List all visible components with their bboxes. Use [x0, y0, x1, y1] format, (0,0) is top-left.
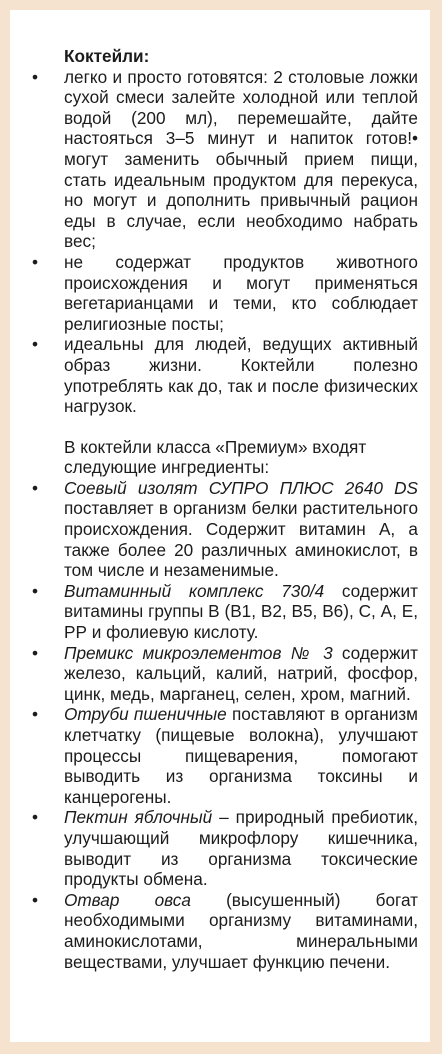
ingredient-description: содержит железо, кальций, калий, натрий, фосфор, цинк, медь, марганец, селен, хром, магний.: [64, 642, 418, 704]
ingredient-description: поставляет в организм белки растительного происхождения. Содержит витамин А, а также более 20 различных аминокислот, в том числе и незаменимые.: [64, 498, 418, 581]
page-frame: [10, 10, 430, 1042]
list-item: [32, 704, 418, 807]
list-item: [32, 581, 418, 643]
list-item: • не содержат продуктов животного происхождения и могут применяться вегетарианцами и теми, кто соблюдает религиозные посты;: [32, 252, 418, 334]
list-item: [32, 478, 418, 581]
list-item: [32, 807, 418, 889]
ingredient-description: – природный пребиотик, улучшающий микрофлору кишечника, выводит из организма токсические продукты обмена.: [64, 807, 418, 890]
list-item: • идеальны для людей, ведущих активный образ жизни. Коктейли полезно употреблять как до, так и после физических нагрузок.: [32, 334, 418, 416]
ingredient-description: поставляют в организм клетчатку (пищевые волокна), улучшают процессы пищеварения, помогают выводить из организма токсины и канцерогены.: [64, 704, 418, 807]
ingredient-name: Соевый изолят СУПРО ПЛЮС 2640 DS: [64, 477, 418, 498]
ingredient-name: Витаминный комплекс 730/4: [64, 580, 325, 601]
ingredient-name: Отруби пшеничные: [64, 704, 227, 725]
list-item: • легко и просто готовятся: 2 столовые ложки сухой смеси залейте холодной или теплой водой (200 мл), перемешайте, дайте настояться 3–5 минут и напиток готов!• могут заменить обычный прием пищи, стать идеальным продуктом для перекуса, но могут и дополнить привычный рацион еды в случае, если необходимо набрать вес;: [32, 67, 418, 252]
ingredient-name: Отвар овса: [64, 889, 191, 910]
benefits-list: [32, 67, 418, 417]
ingredient-description: содержит витамины группы В (В1, В2, В5, В6), С, А, Е, РР и фолиевую кислоту.: [64, 580, 418, 643]
section-heading: Коктейли:: [64, 46, 150, 66]
ingredient-name: Пектин яблочный: [64, 807, 213, 828]
ingredient-description: (высушенный) богат необходимыми организму витаминами, аминокислотами, минеральными веществами, улучшает функцию печени.: [64, 889, 418, 972]
ingredients-list: [32, 478, 418, 972]
document-body: [32, 46, 418, 972]
list-item: [32, 890, 418, 972]
ingredients-intro: В коктейли класса «Премиум» входят следующие ингредиенты:: [64, 436, 367, 478]
ingredient-name: Премикс микроэлементов № 3: [64, 642, 333, 663]
list-item: [32, 643, 418, 705]
